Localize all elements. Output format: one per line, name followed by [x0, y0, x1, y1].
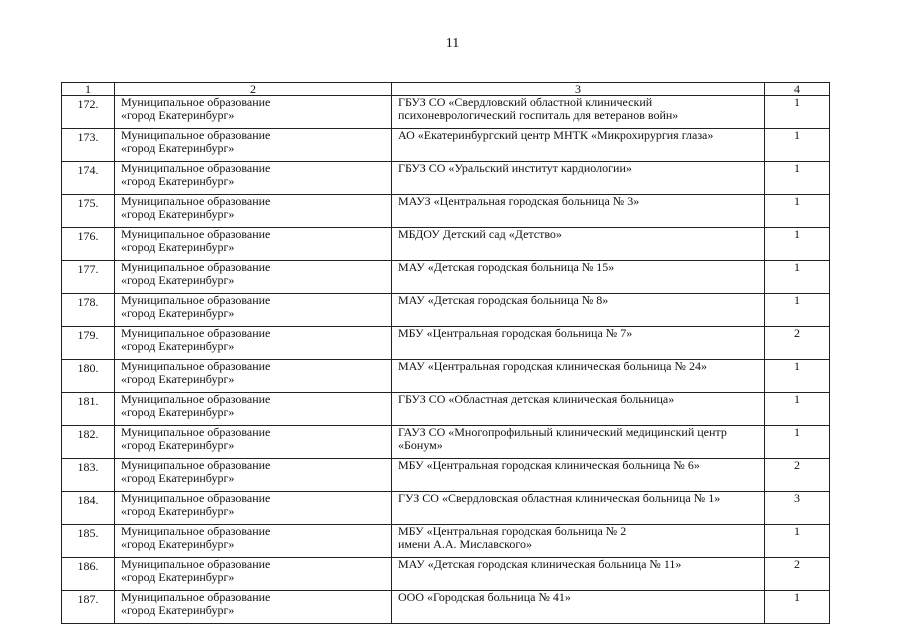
header-col-1: 1 [62, 83, 115, 96]
municipality-line-2: «город Екатеринбург» [121, 504, 235, 518]
municipality-cell [115, 195, 392, 228]
table-row [62, 525, 830, 558]
municipality-line-2: «город Екатеринбург» [121, 273, 235, 287]
quantity-cell: 1 [765, 426, 830, 459]
municipality-line-2: «город Екатеринбург» [121, 471, 235, 485]
organization-cell [392, 195, 765, 228]
organization-line-1: МБУ «Центральная городская больница № 7» [398, 326, 633, 340]
municipality-line-2: «город Екатеринбург» [121, 603, 235, 617]
row-number: 183. [62, 459, 115, 492]
quantity-cell: 1 [765, 162, 830, 195]
municipality-line-1: Муниципальное образование [121, 557, 271, 571]
municipality-line-2: «город Екатеринбург» [121, 141, 235, 155]
municipality-line-1: Муниципальное образование [121, 260, 271, 274]
table-row [62, 327, 830, 360]
organization-cell [392, 261, 765, 294]
municipality-line-2: «город Екатеринбург» [121, 108, 235, 122]
organization-cell [392, 393, 765, 426]
document-table [61, 82, 830, 624]
organization-cell [392, 558, 765, 591]
municipality-line-2: «город Екатеринбург» [121, 240, 235, 254]
header-col-4: 4 [765, 83, 830, 96]
municipality-cell [115, 96, 392, 129]
table-row [62, 129, 830, 162]
municipality-cell [115, 492, 392, 525]
header-col-3: 3 [392, 83, 765, 96]
municipality-line-2: «город Екатеринбург» [121, 207, 235, 221]
municipality-line-1: Муниципальное образование [121, 491, 271, 505]
organization-cell [392, 96, 765, 129]
municipality-line-2: «город Екатеринбург» [121, 339, 235, 353]
organization-line-1: МБДОУ Детский сад «Детство» [398, 227, 562, 241]
organization-line-2: «Бонум» [398, 438, 443, 452]
row-number: 178. [62, 294, 115, 327]
municipality-line-1: Муниципальное образование [121, 95, 271, 109]
organization-cell [392, 492, 765, 525]
municipality-cell [115, 558, 392, 591]
municipality-line-2: «город Екатеринбург» [121, 438, 235, 452]
organization-line-1: МАУ «Детская городская больница № 8» [398, 293, 609, 307]
municipality-cell [115, 228, 392, 261]
organization-line-1: ООО «Городская больница № 41» [398, 590, 571, 604]
table-row [62, 459, 830, 492]
table-row [62, 591, 830, 624]
municipality-line-1: Муниципальное образование [121, 161, 271, 175]
quantity-cell: 1 [765, 261, 830, 294]
organization-line-1: ГБУЗ СО «Уральский институт кардиологии» [398, 161, 632, 175]
row-number: 185. [62, 525, 115, 558]
table-header-row [62, 83, 830, 96]
organization-line-1: МБУ «Центральная городская клиническая больница № 6» [398, 458, 700, 472]
organization-cell [392, 525, 765, 558]
municipality-line-1: Муниципальное образование [121, 293, 271, 307]
table-row [62, 360, 830, 393]
quantity-cell: 1 [765, 393, 830, 426]
municipality-line-2: «город Екатеринбург» [121, 570, 235, 584]
organization-cell [392, 327, 765, 360]
row-number: 186. [62, 558, 115, 591]
organization-line-1: МАУ «Детская городская клиническая больница № 11» [398, 557, 682, 571]
quantity-cell: 3 [765, 492, 830, 525]
table-row [62, 426, 830, 459]
quantity-cell: 2 [765, 327, 830, 360]
page-number: 11 [445, 36, 460, 51]
organization-cell [392, 294, 765, 327]
municipality-line-1: Муниципальное образование [121, 194, 271, 208]
municipality-line-2: «город Екатеринбург» [121, 405, 235, 419]
municipality-line-1: Муниципальное образование [121, 458, 271, 472]
organization-line-1: МАУЗ «Центральная городская больница № 3» [398, 194, 640, 208]
municipality-line-1: Муниципальное образование [121, 227, 271, 241]
quantity-cell: 2 [765, 558, 830, 591]
organization-cell [392, 591, 765, 624]
organization-line-1: МАУ «Детская городская больница № 15» [398, 260, 615, 274]
municipality-cell [115, 360, 392, 393]
row-number: 175. [62, 195, 115, 228]
quantity-cell: 1 [765, 591, 830, 624]
municipality-line-2: «город Екатеринбург» [121, 306, 235, 320]
row-number: 180. [62, 360, 115, 393]
table-row [62, 492, 830, 525]
organization-line-1: АО «Екатеринбургский центр МНТК «Микрохирургия глаза» [398, 128, 714, 142]
municipality-cell [115, 129, 392, 162]
table-row [62, 393, 830, 426]
table-row [62, 228, 830, 261]
municipality-cell [115, 525, 392, 558]
row-number: 173. [62, 129, 115, 162]
row-number: 184. [62, 492, 115, 525]
organization-line-2: психоневрологический госпиталь для ветеранов войн» [398, 108, 679, 122]
municipality-line-1: Муниципальное образование [121, 590, 271, 604]
row-number: 179. [62, 327, 115, 360]
organization-cell [392, 129, 765, 162]
row-number: 177. [62, 261, 115, 294]
municipality-cell [115, 393, 392, 426]
table-row [62, 195, 830, 228]
row-number: 176. [62, 228, 115, 261]
municipality-line-1: Муниципальное образование [121, 359, 271, 373]
table-row [62, 96, 830, 129]
municipality-cell [115, 261, 392, 294]
organization-cell [392, 459, 765, 492]
organization-line-1: ГБУЗ СО «Областная детская клиническая больница» [398, 392, 675, 406]
municipality-line-1: Муниципальное образование [121, 392, 271, 406]
quantity-cell: 1 [765, 96, 830, 129]
municipality-line-1: Муниципальное образование [121, 128, 271, 142]
organization-line-2: имени А.А. Миславского» [398, 537, 533, 551]
organization-line-1: МАУ «Центральная городская клиническая больница № 24» [398, 359, 707, 373]
organization-line-1: ГАУЗ СО «Многопрофильный клинический медицинский центр [398, 425, 727, 439]
municipality-line-2: «город Екатеринбург» [121, 372, 235, 386]
quantity-cell: 1 [765, 195, 830, 228]
municipality-line-1: Муниципальное образование [121, 425, 271, 439]
header-col-2: 2 [115, 83, 392, 96]
quantity-cell: 1 [765, 525, 830, 558]
municipality-cell [115, 294, 392, 327]
municipality-cell [115, 591, 392, 624]
municipality-line-2: «город Екатеринбург» [121, 174, 235, 188]
table-row [62, 294, 830, 327]
organization-cell [392, 162, 765, 195]
municipality-line-2: «город Екатеринбург» [121, 537, 235, 551]
municipality-line-1: Муниципальное образование [121, 524, 271, 538]
organization-line-1: ГБУЗ СО «Свердловский областной клинический [398, 95, 653, 109]
municipality-cell [115, 459, 392, 492]
quantity-cell: 1 [765, 294, 830, 327]
table-row [62, 261, 830, 294]
quantity-cell: 1 [765, 360, 830, 393]
municipality-cell [115, 426, 392, 459]
organization-cell [392, 228, 765, 261]
quantity-cell: 2 [765, 459, 830, 492]
row-number: 182. [62, 426, 115, 459]
row-number: 181. [62, 393, 115, 426]
table-row [62, 558, 830, 591]
municipality-cell [115, 162, 392, 195]
municipality-line-1: Муниципальное образование [121, 326, 271, 340]
organization-line-1: МБУ «Центральная городская больница № 2 [398, 524, 627, 538]
row-number: 187. [62, 591, 115, 624]
municipality-cell [115, 327, 392, 360]
quantity-cell: 1 [765, 228, 830, 261]
quantity-cell: 1 [765, 129, 830, 162]
organization-cell [392, 360, 765, 393]
organization-line-1: ГУЗ СО «Свердловская областная клиническая больница № 1» [398, 491, 721, 505]
table-row [62, 162, 830, 195]
row-number: 172. [62, 96, 115, 129]
organization-cell [392, 426, 765, 459]
row-number: 174. [62, 162, 115, 195]
